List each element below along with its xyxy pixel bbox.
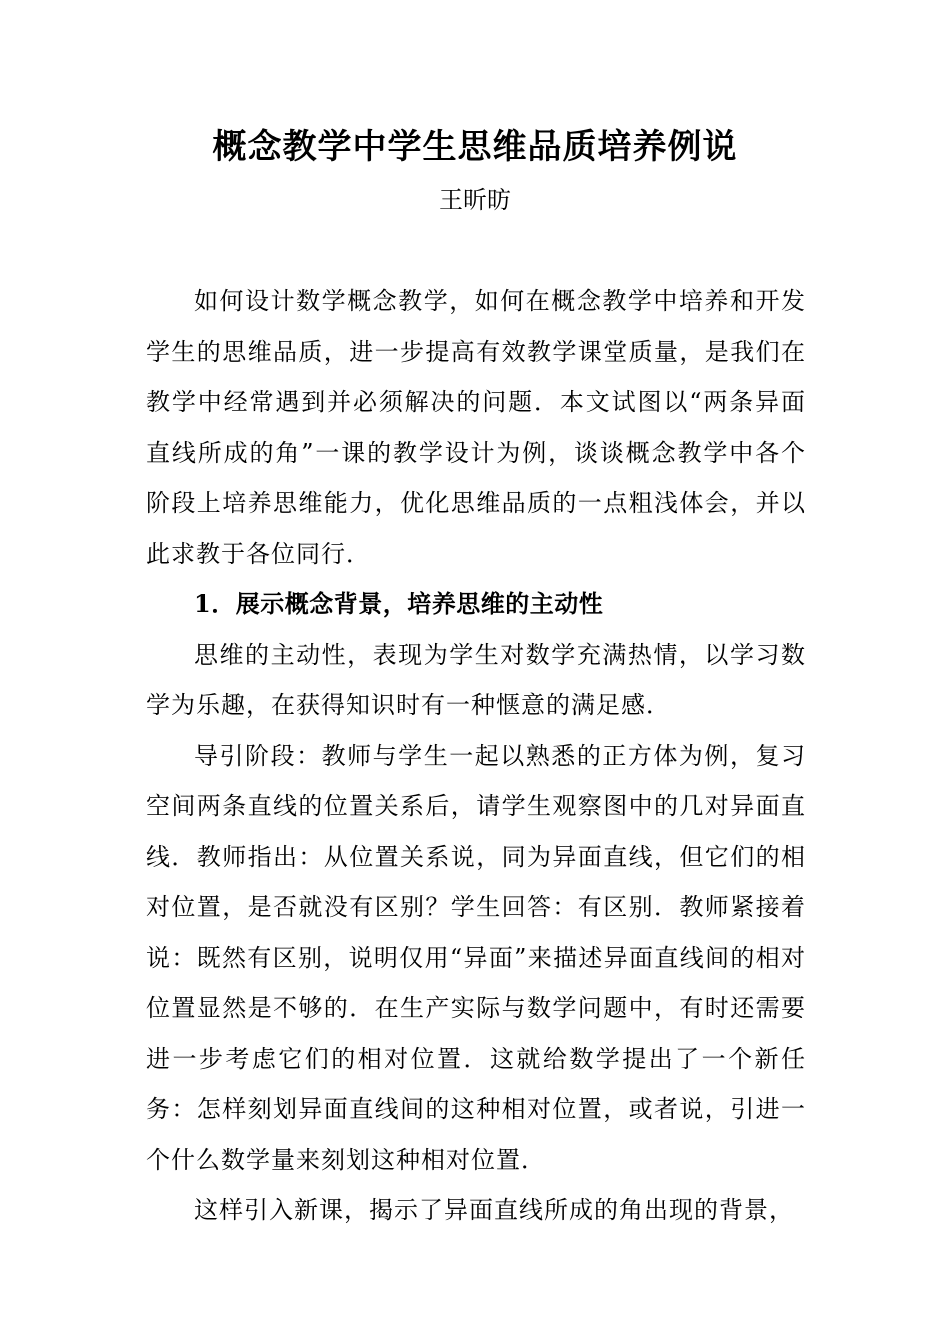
document-title: 概念教学中学生思维品质培养例说 <box>212 127 738 167</box>
intro-paragraph: 如何设计数学概念教学，如何在概念教学中培养和开发学生的思维品质，进一步提高有效教学课堂质量，是我们在教学中经常遇到并必须解决的问题．本文试图以“两条异面直线所成的角”一课的教学设计为例，谈谈概念教学中各个阶段上培养思维能力，优化思维品质的一点粗浅体会，并以此求教于各位同行． <box>146 287 806 568</box>
document-body <box>146 276 806 1236</box>
author-name: 王昕昉 <box>439 186 511 214</box>
body-paragraph: 导引阶段：教师与学生一起以熟悉的正方体为例，复习空间两条直线的位置关系后，请学生观察图中的几对异面直线．教师指出：从位置关系说，同为异面直线，但它们的相对位置，是否就没有区别？学生回答：有区别．教师紧接着说：既然有区别，说明仅用“异面”来描述异面直线间的相对位置显然是不够的．在生产实际与数学问题中，有时还需要进一步考虑它们的相对位置．这就给数学提出了一个新任务：怎样刻划异面直线间的这种相对位置，或者说，引进一个什么数学量来刻划这种相对位置． <box>146 741 806 1174</box>
body-paragraph: 这样引入新课，揭示了异面直线所成的角出现的背景， <box>194 1196 794 1224</box>
body-paragraph: 思维的主动性，表现为学生对数学充满热情，以学习数学为乐趣，在获得知识时有一种惬意的满足感． <box>146 640 806 719</box>
section-heading-1: 1．展示概念背景，培养思维的主动性 <box>194 589 604 618</box>
